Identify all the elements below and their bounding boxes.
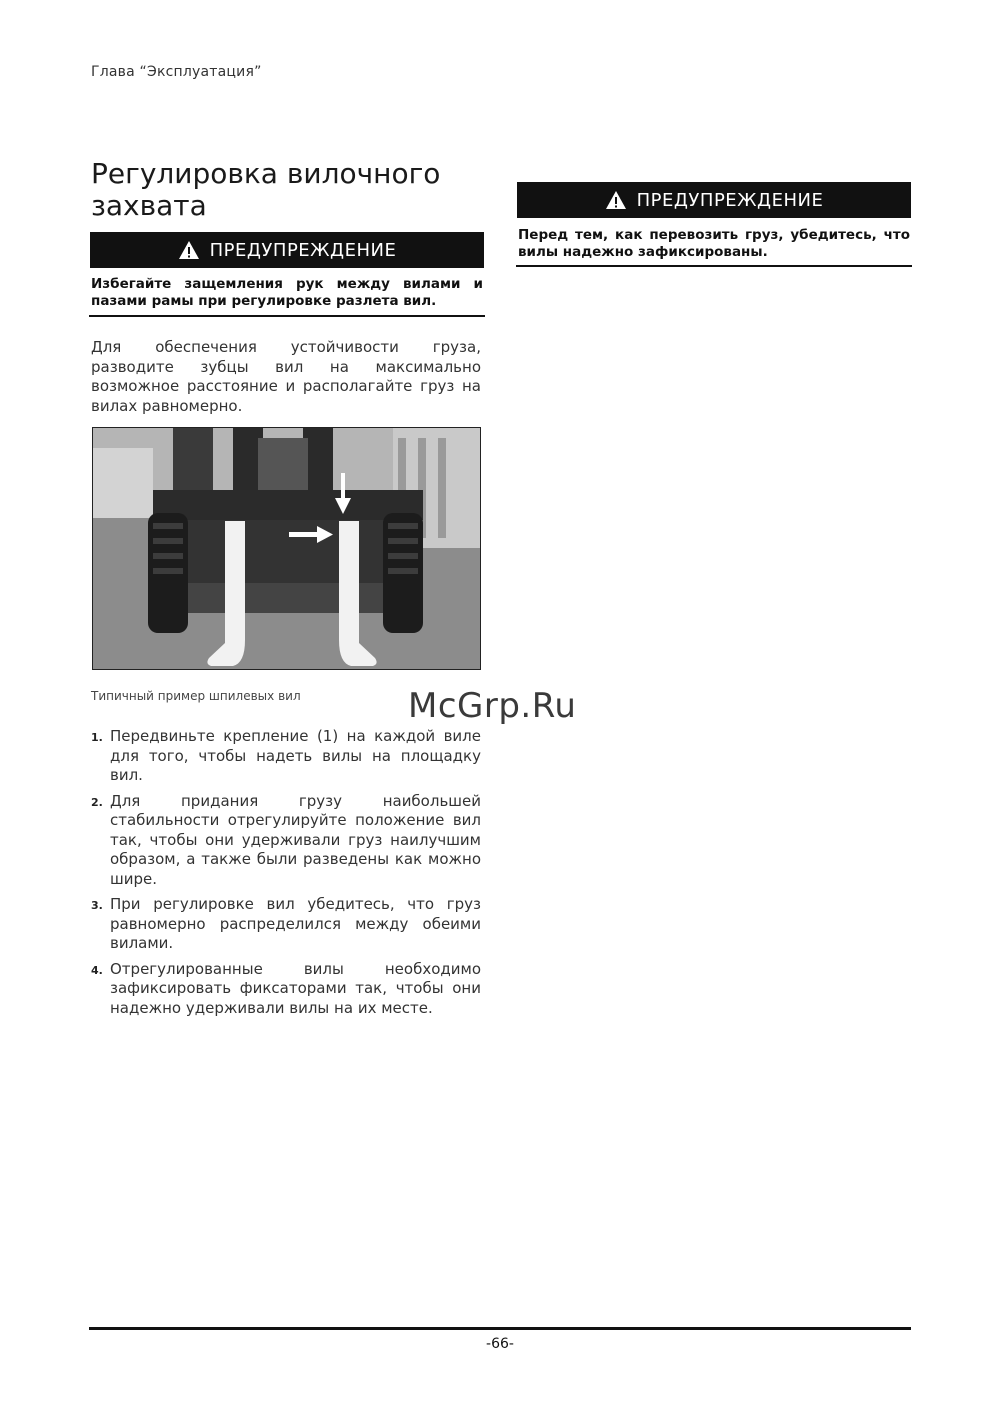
list-item xyxy=(91,960,481,1019)
figure-caption: Типичный пример шпилевых вил xyxy=(91,689,301,703)
steps-list xyxy=(91,727,481,1024)
warning-divider-right xyxy=(516,265,912,267)
watermark: McGrp.Ru xyxy=(408,686,577,726)
list-item xyxy=(91,727,481,786)
page-number: -66- xyxy=(486,1336,514,1352)
warning-divider-left xyxy=(89,315,485,317)
step-text: Отрегулированные вилы необходимо зафиксировать фиксаторами так, чтобы они надежно удерживали вилы на их месте. xyxy=(110,959,481,1017)
intro-paragraph: Для обеспечения устойчивости груза, разводите зубцы вил на максимально возможное расстояние и располагайте груз на вилах равномерно. xyxy=(91,338,481,415)
warning-text-right: Перед тем, как перевозить груз, убедитесь, что вилы надежно зафиксированы. xyxy=(518,227,910,260)
footer-divider xyxy=(89,1327,911,1330)
step-number: 2. xyxy=(91,795,103,809)
step-text: Для придания грузу наибольшей стабильности отрегулируйте положение вил так, чтобы они удерживали груз наилучшим образом, а также были разведены как можно шире. xyxy=(110,791,481,888)
step-number: 4. xyxy=(91,963,103,977)
step-text: Передвиньте крепление (1) на каждой виле для того, чтобы надеть вилы на площадку вил. xyxy=(110,727,481,784)
warning-label: ПРЕДУПРЕЖДЕНИЕ xyxy=(209,239,397,261)
page-title: Регулировка вилочного захвата xyxy=(91,157,441,222)
warning-banner-right xyxy=(517,182,911,218)
step-number: 3. xyxy=(91,899,103,912)
warning-banner-left xyxy=(90,232,484,268)
warning-label: ПРЕДУПРЕЖДЕНИЕ xyxy=(636,189,824,211)
list-item xyxy=(91,895,481,954)
step-number: 1. xyxy=(91,731,103,744)
fork-photo xyxy=(92,427,481,670)
warning-text-left: Избегайте защемления рук между вилами и пазами рамы при регулировке разлета вил. xyxy=(91,276,483,309)
list-item xyxy=(91,792,481,890)
chapter-header: Глава “Эксплуатация” xyxy=(91,64,262,80)
warning-icon xyxy=(605,190,627,210)
step-text: При регулировке вил убедитесь, что груз равномерно распределился между обеими вилами. xyxy=(110,895,481,952)
forklift-forks-illustration xyxy=(93,428,480,669)
warning-icon xyxy=(178,240,200,260)
